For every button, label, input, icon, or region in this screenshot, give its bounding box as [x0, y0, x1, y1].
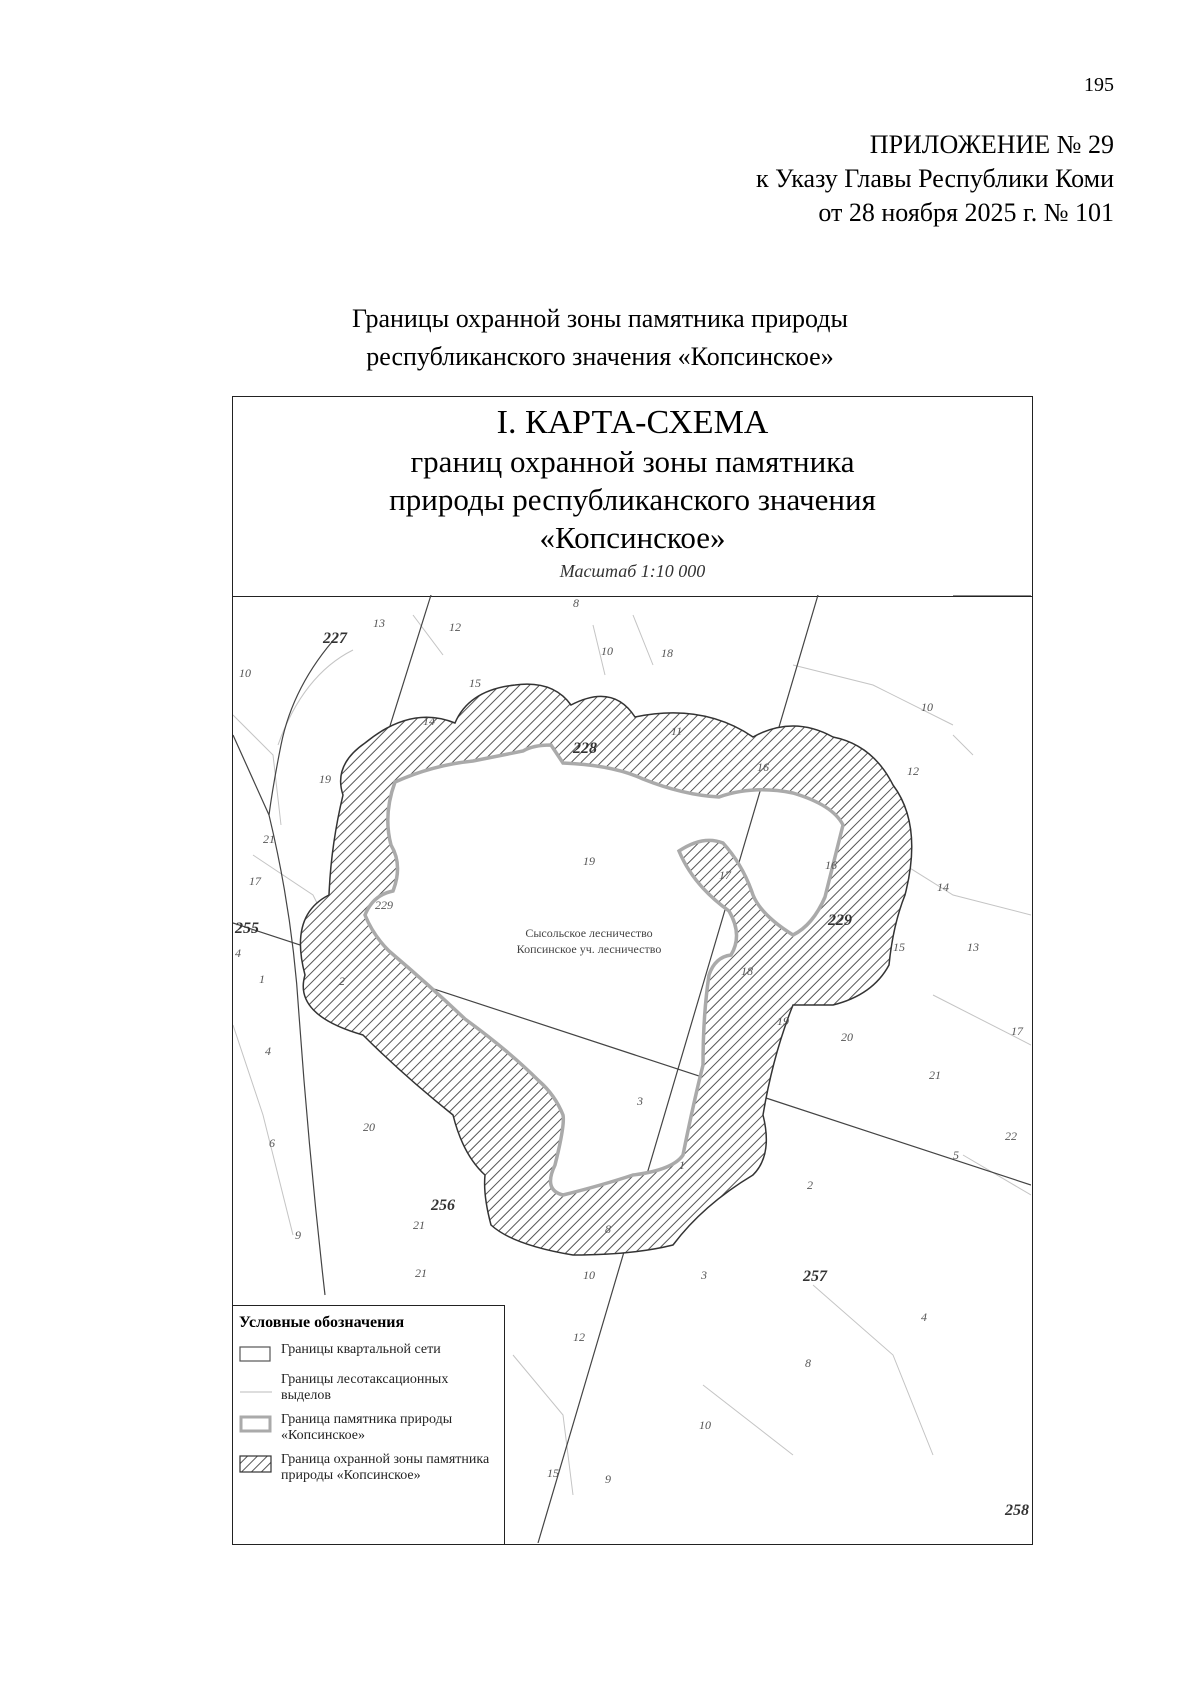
quarter-label: 257 — [803, 1268, 827, 1285]
map-header-line-2: границ охранной зоны памятника — [410, 444, 855, 479]
plot-label: 6 — [269, 1136, 275, 1150]
plot-label: 2 — [807, 1178, 813, 1192]
protection-zone-symbol-icon — [239, 1454, 273, 1474]
plot-label: 21 — [413, 1218, 425, 1232]
map-frame — [232, 396, 1033, 1545]
appendix-line-1: ПРИЛОЖЕНИЕ № 29 — [869, 130, 1114, 159]
plot-label: 21 — [415, 1266, 427, 1280]
plot-label: 14 — [423, 714, 435, 728]
plot-label: 20 — [363, 1120, 375, 1134]
plot-label: 17 — [719, 868, 731, 882]
plot-label: 10 — [583, 1268, 595, 1282]
protection-zone-area — [300, 684, 911, 1255]
plot-boundary-symbol-icon — [239, 1374, 273, 1394]
plot-label: 4 — [921, 1310, 927, 1324]
plot-label: 10 — [239, 666, 251, 680]
plot-label: 3 — [701, 1268, 707, 1282]
monument-boundary-symbol-icon — [239, 1414, 273, 1434]
legend-item-quarter-grid — [239, 1342, 498, 1364]
quarter-label: 258 — [1005, 1502, 1029, 1519]
map-header-line-4: «Копсинское» — [539, 520, 726, 555]
plot-label: 8 — [805, 1356, 811, 1370]
plot-label: 2 — [339, 974, 345, 988]
legend-label: Граница памятника природы «Копсинское» — [281, 1412, 453, 1443]
plot-label: 12 — [907, 764, 919, 778]
plot-label: 19 — [777, 1014, 789, 1028]
plot-label: 10 — [699, 1418, 711, 1432]
forestry-label — [517, 926, 662, 956]
plot-label: 1 — [259, 972, 265, 986]
forestry-district: Копсинское уч. лесничество — [516, 942, 662, 956]
legend-label: Границы квартальной сети — [281, 1342, 441, 1357]
plot-label: 10 — [601, 644, 613, 658]
plot-label: 9 — [605, 1472, 611, 1486]
plot-label: 14 — [937, 880, 949, 894]
plot-label: 18 — [661, 646, 673, 660]
plot-label: 3 — [637, 1094, 643, 1108]
plot-label: 17 — [249, 874, 261, 888]
quarter-label: 229 — [828, 912, 852, 929]
plot-label: 20 — [841, 1030, 853, 1044]
plot-label: 18 — [741, 964, 753, 978]
plot-label: 4 — [235, 946, 241, 960]
plot-label: 21 — [263, 832, 275, 846]
plot-label: 8 — [573, 596, 579, 610]
plot-label: 15 — [469, 676, 481, 690]
plot-label: 11 — [671, 724, 683, 738]
page-number: 195 — [1084, 74, 1114, 96]
plot-label: 13 — [967, 940, 979, 954]
plot-label: 17 — [1011, 1024, 1023, 1038]
forestry-name: Сысольское лесничество — [525, 926, 653, 940]
legend-item-protection-zone — [239, 1452, 498, 1484]
plot-label: 4 — [265, 1044, 271, 1058]
plot-label: 5 — [953, 1148, 959, 1162]
plot-label: 13 — [373, 616, 385, 630]
plot-label: 19 — [319, 772, 331, 786]
document-title — [0, 300, 1200, 376]
appendix-block — [756, 128, 1114, 230]
document-title-line-2: республиканского значения «Копсинское» — [366, 342, 834, 371]
plot-label: 21 — [929, 1068, 941, 1082]
plot-label: 15 — [893, 940, 905, 954]
appendix-line-2: к Указу Главы Республики Коми — [756, 164, 1114, 193]
legend-label: Граница охранной зоны памятника природы «Копсинское» — [281, 1452, 490, 1483]
map-scale: Масштаб 1:10 000 — [559, 561, 706, 581]
appendix-line-3: от 28 ноября 2025 г. № 101 — [818, 198, 1114, 227]
legend-label: Границы лесотаксационных выделов — [281, 1372, 449, 1403]
map-legend — [233, 1305, 505, 1544]
quarter-label: 227 — [323, 630, 347, 647]
plot-label: 8 — [605, 1222, 611, 1236]
map-header-title: I. КАРТА-СХЕМА — [496, 404, 769, 441]
quarter-label: 255 — [235, 920, 259, 937]
plot-label: 22 — [1005, 1129, 1017, 1143]
plot-label: 12 — [449, 620, 461, 634]
plot-label: 19 — [583, 854, 595, 868]
plot-label: 16 — [825, 858, 837, 872]
quarter-grid-symbol-icon — [239, 1344, 273, 1364]
legend-item-plot-boundaries — [239, 1372, 498, 1404]
quarter-label: 228 — [573, 740, 597, 757]
plot-label: 15 — [547, 1466, 559, 1480]
legend-item-monument-boundary — [239, 1412, 498, 1444]
plot-label: 9 — [295, 1228, 301, 1242]
plot-label: 1 — [679, 1158, 685, 1172]
plot-label: 16 — [757, 760, 769, 774]
map-header — [233, 397, 1032, 597]
plot-label: 12 — [573, 1330, 585, 1344]
legend-title: Условные обозначения — [239, 1314, 405, 1331]
quarter-label: 256 — [431, 1197, 455, 1214]
plot-label: 10 — [921, 700, 933, 714]
map-header-line-3: природы республиканского значения — [389, 482, 876, 517]
plot-label: 229 — [375, 898, 393, 912]
document-title-line-1: Границы охранной зоны памятника природы — [352, 304, 848, 333]
